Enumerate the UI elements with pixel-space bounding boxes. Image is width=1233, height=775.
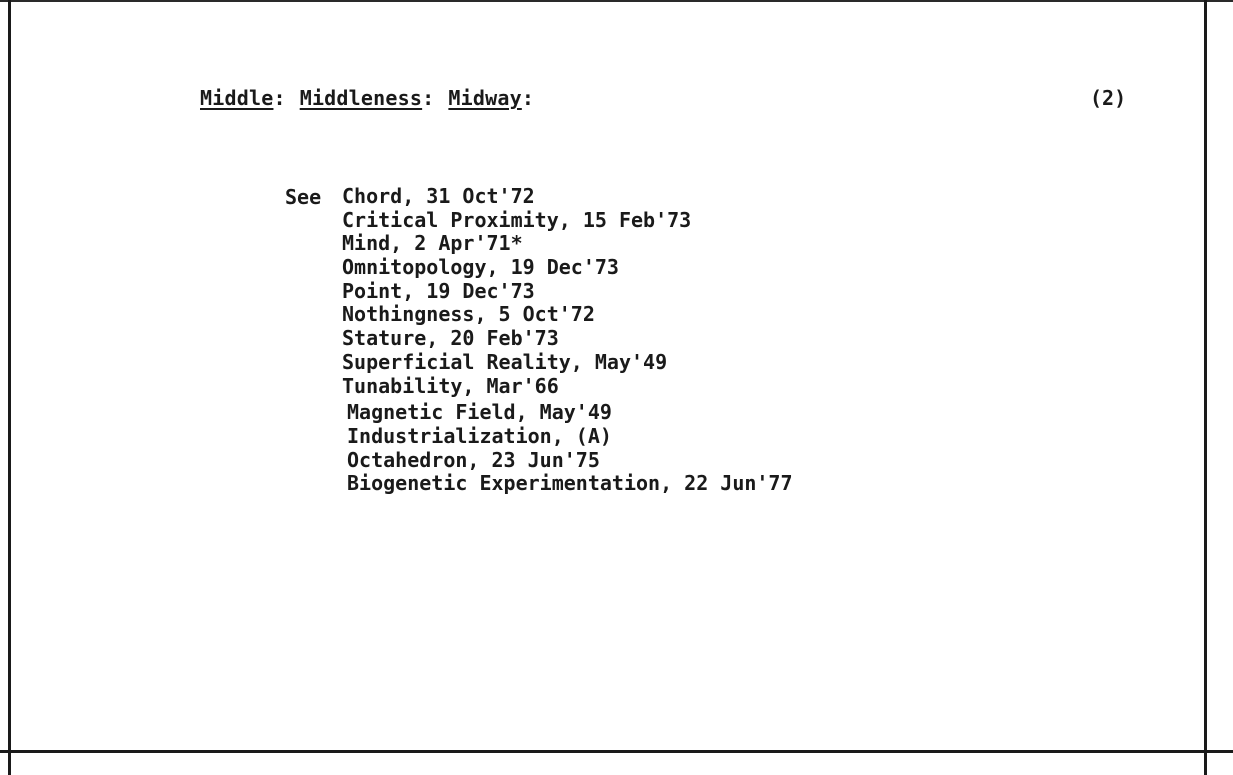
heading (200, 86, 534, 110)
list-item: Tunability, Mar'66 (342, 373, 559, 398)
right-border-line (1204, 0, 1207, 775)
list-item: Octahedron, 23 Jun'75 (347, 447, 600, 472)
list-item: Omnitopology, 19 Dec'73 (342, 255, 619, 280)
list-item: Point, 19 Dec'73 (342, 278, 535, 303)
list-item: Biogenetic Experimentation, 22 Jun'77 (347, 471, 793, 496)
list-item: Stature, 20 Feb'73 (342, 326, 559, 351)
heading-separator: : (273, 86, 286, 110)
heading-term-midway: Midway (448, 86, 522, 110)
heading-term-middle: Middle (200, 86, 274, 110)
list-item: Superficial Reality, May'49 (342, 349, 668, 374)
heading-separator: : (422, 86, 435, 110)
left-border-line (8, 0, 11, 775)
heading-term-middleness: Middleness (299, 86, 423, 110)
cross-reference-list (342, 185, 793, 496)
list-item: Nothingness, 5 Oct'72 (342, 302, 595, 327)
page-number: (2) (1090, 86, 1127, 110)
top-border-line (0, 0, 1233, 2)
list-item: Mind, 2 Apr'71* (342, 231, 523, 256)
heading-separator: : (521, 86, 535, 110)
list-item: Chord, 31 Oct'72 (342, 184, 535, 208)
list-item: Critical Proximity, 15 Feb'73 (342, 207, 692, 232)
list-item: Industrialization, (A) (347, 423, 612, 448)
list-item: Magnetic Field, May'49 (347, 400, 612, 425)
bottom-border-line (0, 750, 1233, 753)
see-label: See (285, 185, 322, 209)
